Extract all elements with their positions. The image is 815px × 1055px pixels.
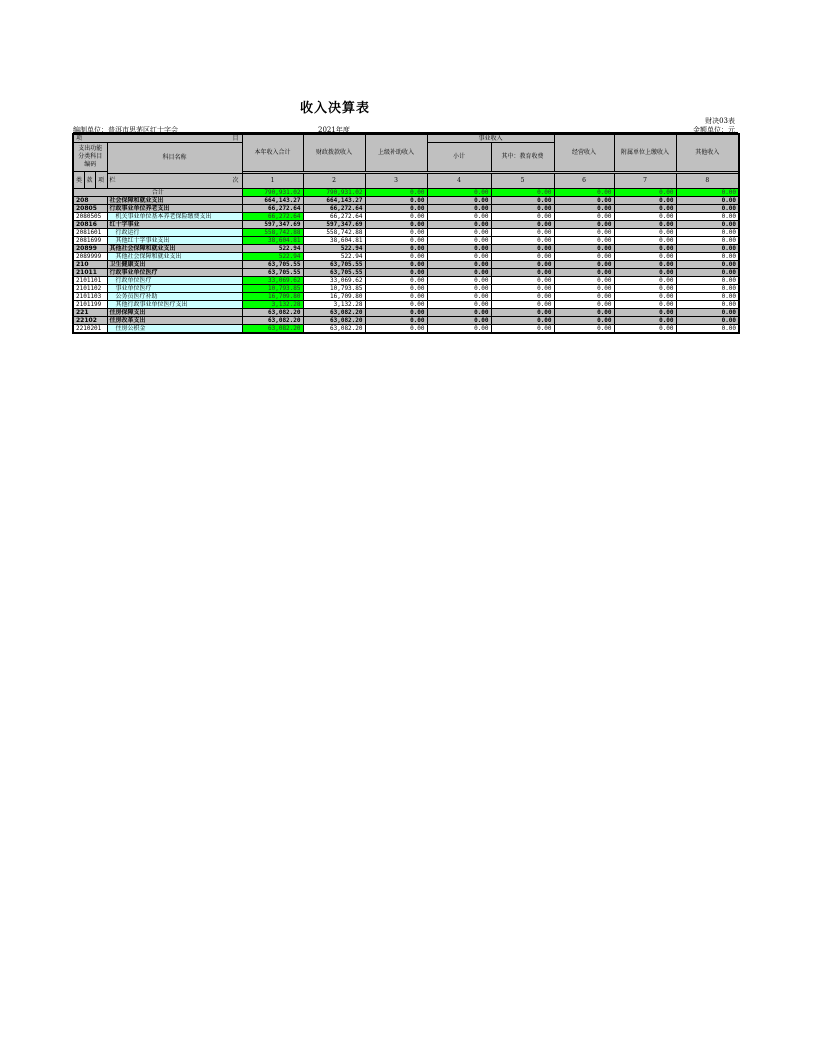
row-value: 0.00 (491, 293, 554, 301)
row-code: 2101102 (73, 285, 107, 293)
row-name: 住房公积金 (107, 325, 242, 334)
row-code: 2089999 (73, 253, 107, 261)
total-value: 0.00 (427, 189, 491, 197)
row-value: 0.00 (676, 277, 739, 285)
row-code: 20805 (73, 205, 107, 213)
column-number-row (73, 173, 739, 188)
row-value: 0.00 (554, 221, 614, 229)
table-row (73, 285, 739, 293)
row-value: 0.00 (491, 277, 554, 285)
col-header-4: 小计 (427, 143, 491, 172)
row-value: 0.00 (427, 253, 491, 261)
table-row (73, 317, 739, 325)
header-mu-label: 目 (232, 135, 239, 142)
row-value: 0.00 (427, 229, 491, 237)
table-row (73, 197, 739, 205)
row-value: 0.00 (676, 213, 739, 221)
total-value: 0.00 (365, 189, 427, 197)
row-value: 0.00 (676, 261, 739, 269)
lan-ci-cell (107, 173, 242, 188)
row-value: 0.00 (427, 301, 491, 309)
col-header-shiye: 事业收入 (427, 134, 554, 143)
col-number-7: 7 (614, 173, 676, 188)
row-name: 其他红十字事业支出 (107, 237, 242, 245)
row-code: 21011 (73, 269, 107, 277)
row-value: 522.94 (303, 245, 365, 253)
row-value: 3,132.28 (303, 301, 365, 309)
header-ci-label: 次 (232, 177, 239, 185)
row-code: 208 (73, 197, 107, 205)
row-code: 20899 (73, 245, 107, 253)
row-value: 0.00 (676, 269, 739, 277)
row-value: 0.00 (614, 309, 676, 317)
item-mu-cell (73, 134, 242, 143)
row-name: 住房保障支出 (107, 309, 242, 317)
row-value: 0.00 (491, 245, 554, 253)
row-name: 其他行政事业单位医疗支出 (107, 301, 242, 309)
table-row (73, 301, 739, 309)
row-value: 0.00 (427, 325, 491, 334)
row-name: 行政单位医疗 (107, 277, 242, 285)
total-row (73, 189, 739, 197)
row-value: 0.00 (676, 253, 739, 261)
row-value: 0.00 (554, 205, 614, 213)
row-value: 0.00 (554, 285, 614, 293)
row-value: 0.00 (614, 293, 676, 301)
row-value: 0.00 (491, 197, 554, 205)
row-value: 0.00 (614, 317, 676, 325)
header-item-label: 项 (76, 135, 83, 142)
name-header: 科目名称 (107, 143, 242, 174)
row-value: 0.00 (614, 245, 676, 253)
row-value: 0.00 (365, 237, 427, 245)
row-value: 0.00 (676, 197, 739, 205)
row-value: 0.00 (676, 245, 739, 253)
col-header-2: 财政拨款收入 (303, 134, 365, 172)
row-value: 0.00 (365, 205, 427, 213)
row-value: 0.00 (365, 301, 427, 309)
row-value: 0.00 (554, 325, 614, 334)
row-value: 0.00 (614, 221, 676, 229)
row-value: 3,132.28 (242, 301, 303, 309)
row-value: 0.00 (491, 253, 554, 261)
row-value: 0.00 (554, 253, 614, 261)
row-value: 66,272.64 (303, 205, 365, 213)
code-header: 支出功能分类科目编码 (73, 143, 107, 172)
row-value: 0.00 (427, 205, 491, 213)
row-value: 0.00 (554, 269, 614, 277)
row-value: 0.00 (554, 213, 614, 221)
row-name: 行政事业单位医疗 (107, 269, 242, 277)
col-number-4: 4 (427, 173, 491, 188)
row-value: 0.00 (614, 277, 676, 285)
row-value: 63,082.20 (303, 309, 365, 317)
row-value: 0.00 (491, 237, 554, 245)
header-xiang: 项 (95, 172, 107, 189)
row-value: 0.00 (365, 213, 427, 221)
row-value: 0.00 (614, 325, 676, 334)
row-value: 66,272.64 (242, 205, 303, 213)
table-row (73, 325, 739, 334)
row-value: 0.00 (491, 285, 554, 293)
row-name: 机关事业单位基本养老保险缴费支出 (107, 213, 242, 221)
row-value: 0.00 (676, 317, 739, 325)
row-value: 0.00 (614, 205, 676, 213)
row-value: 0.00 (676, 229, 739, 237)
row-value: 0.00 (427, 317, 491, 325)
row-value: 0.00 (365, 277, 427, 285)
row-value: 0.00 (491, 269, 554, 277)
row-value: 63,082.20 (303, 325, 365, 334)
col-number-3: 3 (365, 173, 427, 188)
row-value: 0.00 (427, 197, 491, 205)
row-value: 0.00 (554, 229, 614, 237)
row-value: 597,347.69 (303, 221, 365, 229)
total-value: 0.00 (614, 189, 676, 197)
row-code: 22102 (73, 317, 107, 325)
row-value: 0.00 (554, 317, 614, 325)
row-value: 0.00 (365, 309, 427, 317)
row-value: 0.00 (614, 301, 676, 309)
row-value: 0.00 (491, 229, 554, 237)
col-header-7: 附属单位上缴收入 (614, 134, 676, 172)
table-row (73, 221, 739, 229)
row-value: 0.00 (554, 277, 614, 285)
row-value: 0.00 (614, 253, 676, 261)
row-value: 38,604.81 (303, 237, 365, 245)
row-value: 0.00 (365, 229, 427, 237)
row-value: 63,705.55 (242, 261, 303, 269)
row-name: 公务员医疗补助 (107, 293, 242, 301)
row-value: 0.00 (554, 301, 614, 309)
row-value: 0.00 (614, 285, 676, 293)
row-value: 0.00 (491, 213, 554, 221)
row-value: 0.00 (491, 309, 554, 317)
row-value: 0.00 (427, 277, 491, 285)
row-value: 0.00 (427, 221, 491, 229)
row-name: 住房改革支出 (107, 317, 242, 325)
col-number-1: 1 (242, 173, 303, 188)
row-value: 0.00 (365, 285, 427, 293)
row-code: 221 (73, 309, 107, 317)
row-value: 0.00 (491, 301, 554, 309)
row-name: 行政事业单位养老支出 (107, 205, 242, 213)
row-value: 0.00 (427, 309, 491, 317)
row-value: 0.00 (554, 245, 614, 253)
row-code: 2101199 (73, 301, 107, 309)
row-code: 210 (73, 261, 107, 269)
table-row (73, 253, 739, 261)
row-value: 0.00 (676, 293, 739, 301)
currency-unit: 金额单位：元 (693, 126, 735, 134)
row-value: 63,705.55 (242, 269, 303, 277)
row-value: 0.00 (427, 269, 491, 277)
col-number-6: 6 (554, 173, 614, 188)
table-row (73, 269, 739, 277)
row-value: 0.00 (676, 285, 739, 293)
row-value: 33,069.62 (303, 277, 365, 285)
header-row-1 (73, 134, 739, 143)
row-value: 0.00 (365, 197, 427, 205)
row-value: 0.00 (554, 309, 614, 317)
table-row (73, 261, 739, 269)
row-name: 事业单位医疗 (107, 285, 242, 293)
row-name: 红十字事业 (107, 221, 242, 229)
col-header-5: 其中：教育收费 (491, 143, 554, 172)
table-row (73, 229, 739, 237)
row-value: 0.00 (676, 237, 739, 245)
row-name: 其他社会保障和就业支出 (107, 253, 242, 261)
col-number-5: 5 (491, 173, 554, 188)
row-value: 0.00 (614, 229, 676, 237)
table-row (73, 205, 739, 213)
row-value: 0.00 (365, 261, 427, 269)
table-row (73, 245, 739, 253)
total-value: 0.00 (554, 189, 614, 197)
row-code: 2210201 (73, 325, 107, 334)
total-label: 合计 (73, 189, 242, 197)
col-number-2: 2 (303, 173, 365, 188)
row-value: 0.00 (491, 261, 554, 269)
row-value: 0.00 (427, 245, 491, 253)
row-value: 63,082.20 (242, 317, 303, 325)
row-value: 63,082.20 (242, 325, 303, 334)
row-value: 63,705.55 (303, 261, 365, 269)
row-value: 0.00 (614, 269, 676, 277)
row-value: 0.00 (554, 197, 614, 205)
row-code: 2081601 (73, 229, 107, 237)
row-value: 0.00 (491, 221, 554, 229)
form-number: 财决03表 (705, 117, 735, 125)
row-value: 0.00 (491, 325, 554, 334)
row-value: 63,705.55 (303, 269, 365, 277)
row-value: 0.00 (554, 293, 614, 301)
row-value: 522.94 (242, 253, 303, 261)
income-table (72, 133, 740, 334)
table-row (73, 213, 739, 221)
row-value: 0.00 (427, 285, 491, 293)
header-kuan: 款 (84, 172, 95, 189)
row-value: 0.00 (676, 309, 739, 317)
row-name: 卫生健康支出 (107, 261, 242, 269)
reporting-unit: 编制单位：普洱市思茅区红十字会 (73, 126, 178, 134)
row-value: 16,709.80 (303, 293, 365, 301)
row-value: 0.00 (427, 261, 491, 269)
row-code: 2080505 (73, 213, 107, 221)
table-row (73, 277, 739, 285)
row-value: 63,082.20 (303, 317, 365, 325)
row-value: 558,742.88 (242, 229, 303, 237)
row-code: 2081699 (73, 237, 107, 245)
row-value: 0.00 (676, 325, 739, 334)
row-value: 0.00 (365, 269, 427, 277)
row-value: 664,143.27 (303, 197, 365, 205)
col-number-8: 8 (676, 173, 739, 188)
row-name: 行政运行 (107, 229, 242, 237)
row-value: 38,604.81 (242, 237, 303, 245)
row-value: 0.00 (491, 317, 554, 325)
row-value: 0.00 (427, 293, 491, 301)
row-value: 10,793.85 (242, 285, 303, 293)
row-value: 0.00 (365, 253, 427, 261)
row-value: 0.00 (365, 317, 427, 325)
row-value: 0.00 (427, 213, 491, 221)
total-value: 790,931.02 (303, 189, 365, 197)
row-value: 522.94 (303, 253, 365, 261)
row-name: 社会保障和就业支出 (107, 197, 242, 205)
col-header-6: 经营收入 (554, 134, 614, 172)
row-value: 0.00 (614, 197, 676, 205)
total-value: 0.00 (491, 189, 554, 197)
row-value: 0.00 (365, 245, 427, 253)
total-value: 790,931.02 (242, 189, 303, 197)
row-name: 其他社会保障和就业支出 (107, 245, 242, 253)
row-code: 20816 (73, 221, 107, 229)
row-value: 0.00 (614, 261, 676, 269)
row-value: 0.00 (554, 237, 614, 245)
row-value: 0.00 (365, 293, 427, 301)
row-value: 0.00 (365, 325, 427, 334)
header-lan-label: 栏 (109, 177, 116, 185)
row-value: 10,793.85 (303, 285, 365, 293)
row-value: 522.94 (242, 245, 303, 253)
col-header-3: 上级补助收入 (365, 134, 427, 172)
header-lei: 类 (73, 172, 84, 189)
row-value: 0.00 (427, 237, 491, 245)
row-value: 33,069.62 (242, 277, 303, 285)
row-value: 0.00 (676, 205, 739, 213)
col-header-1: 本年收入合计 (242, 134, 303, 172)
row-value: 66,272.64 (303, 213, 365, 221)
fiscal-year: 2021年度 (318, 126, 350, 134)
row-value: 597,347.69 (242, 221, 303, 229)
row-code: 2101103 (73, 293, 107, 301)
row-value: 558,742.88 (303, 229, 365, 237)
row-value: 0.00 (614, 213, 676, 221)
table-row (73, 293, 739, 301)
row-code: 2101101 (73, 277, 107, 285)
row-value: 66,272.64 (242, 213, 303, 221)
total-value: 0.00 (676, 189, 739, 197)
row-value: 664,143.27 (242, 197, 303, 205)
row-value: 0.00 (676, 301, 739, 309)
row-value: 63,082.20 (242, 309, 303, 317)
page-title: 收入决算表 (299, 101, 370, 116)
row-value: 0.00 (676, 221, 739, 229)
table-row (73, 309, 739, 317)
row-value: 0.00 (614, 237, 676, 245)
row-value: 0.00 (365, 221, 427, 229)
table-row (73, 237, 739, 245)
row-value: 16,709.80 (242, 293, 303, 301)
row-value: 0.00 (554, 261, 614, 269)
col-header-8: 其他收入 (676, 134, 739, 172)
row-value: 0.00 (491, 205, 554, 213)
